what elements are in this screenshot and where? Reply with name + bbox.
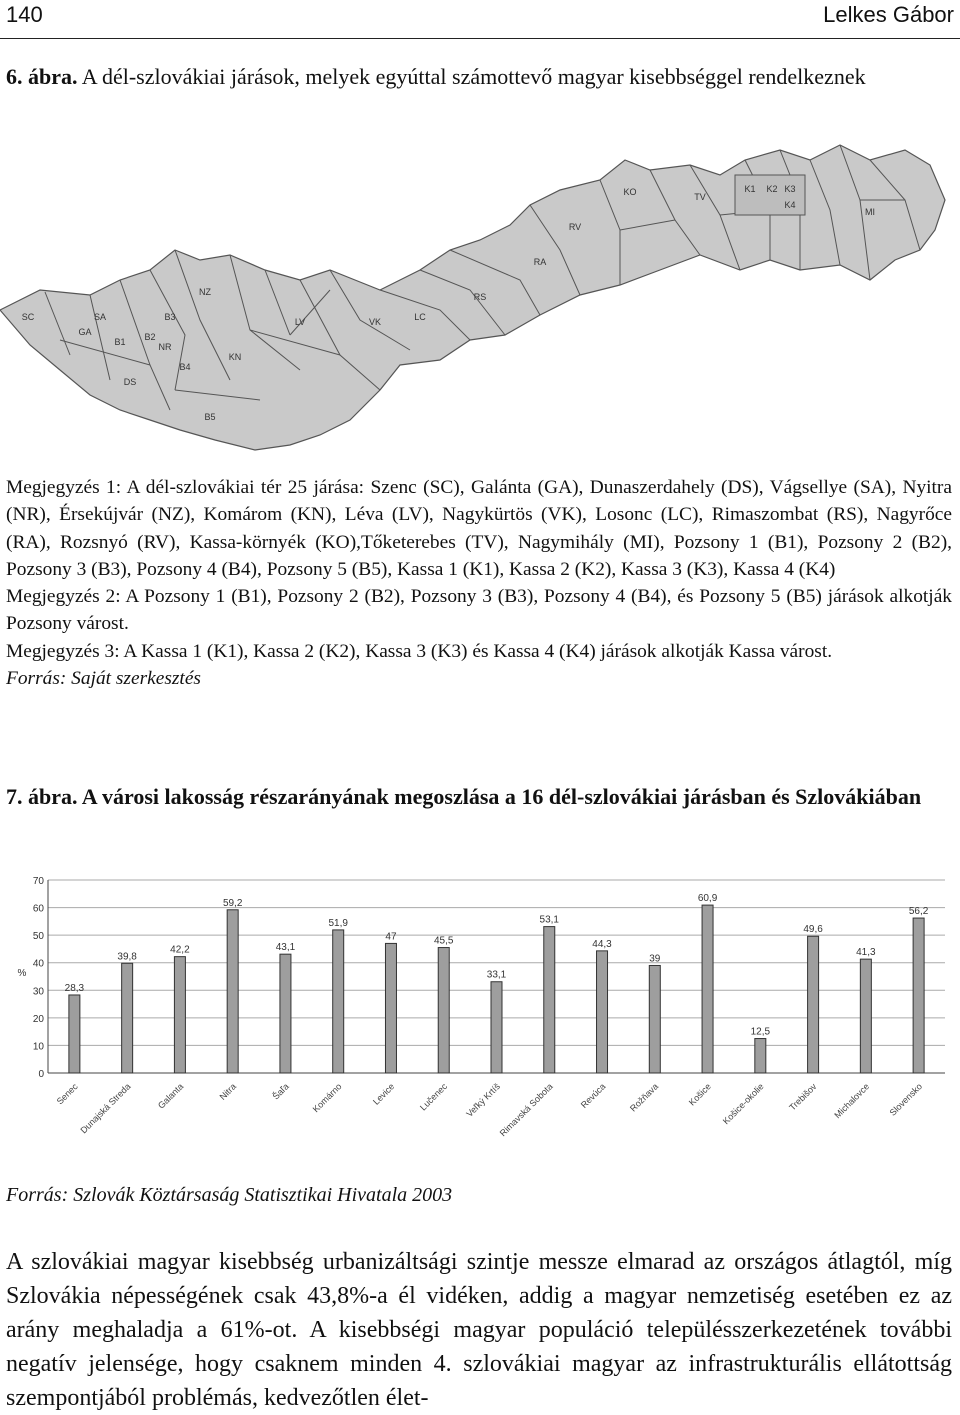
figure-7-title: A városi lakosság részarányának megoszlása a 16 dél-szlovákiai járásban és Szlovákiában [81,784,922,809]
map-district-label: RA [533,257,547,267]
x-category-label: Komárno [310,1081,344,1115]
x-category-label: Košice-okolie [720,1081,766,1127]
map-district-label: SC [21,312,35,322]
y-tick-label: 50 [32,931,44,943]
bar [227,910,238,1073]
note-3: Megjegyzés 3: A Kassa 1 (K1), Kassa 2 (K2), Kassa 3 (K3) és Kassa 4 (K4) járások alkotják Kassa várost. [6,640,833,662]
x-category-label: Revúca [578,1081,608,1110]
map-district-label: LC [414,312,426,322]
body-paragraph: A szlovákiai magyar kisebbség urbanizáltsági szintje messze elmarad az országos átlagtól, míg Szlovákia népességének csak 43,8%-a él vidéken, addig a magyar nemzetiség esetében ez az arány meghaladja a 61%-ot. A kisebbségi magyar populáció településszerkezetének további negatív jelensége, hogy csaknem minden 4. szlovákiai magyar az infrastrukturális ellátottság szempontjából problémás, kedvezőtlen élet- [6,1249,952,1411]
note-1: Megjegyzés 1: A dél-szlovákiai tér 25 járása: Szenc (SC), Galánta (GA), Dunaszerdahely (DS), Vágsellye (SA), Nyitra (NR), Érsekújvár (NZ), Komárom (KN), Léva (LV), Nagykürtös (VK), Losonc (LC), Rimaszombat (RS), Nagyrőce (RA), Rozsnyó (RV), Kassa-környék (KO),Tőketerebes (TV), Nagymihály (MI), Pozsony 1 (B1), Pozsony 2 (B2), Pozsony 3 (B3), Pozsony 4 (B4), Pozsony 5 (B5), Kassa 1 (K1), Kassa 2 (K2), Kassa 3 (K3), Kassa 4 (K4) [6,477,952,580]
map-district-label: VK [368,317,382,327]
map-district-label: DS [123,377,137,387]
y-tick-label: 40 [32,958,44,970]
figure-6-notes [6,474,952,692]
bar-data-label: 43,1 [275,942,296,954]
map-district-label: RV [568,222,582,232]
map-district-label: TV [694,192,706,202]
x-category-label: Rimavská Sobota [497,1081,555,1139]
map-district-label: NR [158,342,172,352]
chart-bars [69,905,924,1073]
map-district-label: B4 [179,362,191,372]
bar-data-label: 49,6 [803,924,823,936]
y-tick-label: 30 [32,986,44,998]
x-category-label: Šaľa [270,1081,291,1102]
x-category-label: Michalovce [832,1081,872,1121]
y-tick-label: 70 [32,876,44,887]
bar [122,963,133,1073]
bar-data-label: 47 [385,931,397,943]
y-tick-label: 10 [32,1041,44,1053]
chart-category-labels [55,1081,924,1138]
bar-data-label: 59,2 [222,897,243,909]
x-category-label: Levice [370,1081,397,1107]
figure-6-caption [6,62,952,92]
bar [544,927,555,1073]
map-district-label: KN [228,352,242,362]
map-district-label: K4 [784,200,796,210]
x-category-label: Galanta [155,1081,186,1111]
bar [649,965,660,1073]
bar-data-label: 51,9 [328,917,348,929]
bar-data-label: 60,9 [697,893,718,905]
bar [597,951,608,1073]
bar-data-label: 45,5 [434,935,454,947]
x-category-label: Lučenec [418,1081,450,1113]
x-category-label: Senec [54,1081,80,1107]
map-district-label: B5 [204,412,216,422]
x-category-label: Trebišov [787,1081,819,1113]
bar [333,930,344,1073]
urban-share-bar-chart [0,868,960,1178]
figure-7-source: Forrás: Szlovák Köztársaság Statisztikai Hivatala 2003 [6,1184,453,1206]
bar-data-label: 28,3 [64,982,85,994]
map-district-label: MI [865,207,875,217]
bar [438,948,449,1073]
chart-y-axis [18,876,945,1080]
bar-data-label: 41,3 [856,947,876,959]
bar [385,943,396,1073]
bar-data-label: 56,2 [908,906,929,918]
page-header [0,0,960,39]
bar-data-label: 12,5 [750,1026,771,1038]
y-tick-label: 20 [32,1013,44,1025]
map-district-label: B2 [144,332,156,342]
map-district-label: RS [473,292,487,302]
bar [702,905,713,1073]
map-district-label: K3 [784,184,796,194]
figure-6-title: A dél-szlovákiai járások, melyek egyúttal számottevő magyar kisebbséggel rendelkeznek [81,64,866,89]
x-category-label: Košice [686,1081,713,1108]
bar [913,918,924,1073]
figure-7-caption [6,782,952,812]
bar-data-label: 39,8 [117,951,137,963]
figure-6-source: Forrás: Saját szerkesztés [6,668,201,690]
map-district-label: KO [623,187,637,197]
map-district-label: B1 [114,337,126,347]
map-district-label: SA [93,312,107,322]
bar [280,954,291,1073]
map-district-label: K2 [766,184,778,194]
figure-7-number: 7. ábra. [6,784,78,809]
y-tick-label: 60 [32,903,44,915]
x-category-label: Slovensko [887,1081,925,1118]
note-2: Megjegyzés 2: A Pozsony 1 (B1), Pozsony 2 (B2), Pozsony 3 (B3), Pozsony 4 (B4), és Pozsony 5 (B5) járások alkotják Pozsony várost. [6,586,952,635]
district-map-shapes [0,145,945,450]
bar [69,995,80,1073]
x-category-label: Dunajská Streda [78,1081,133,1136]
bar-data-label: 33,1 [486,969,507,981]
map-district-label: LV [294,317,306,327]
map-district-label: NZ [199,287,211,297]
x-category-label: Nitra [217,1081,239,1102]
bar-data-label: 42,2 [170,944,190,956]
running-head-author: Lelkes Gábor [823,2,954,27]
map-district-label: B3 [164,312,176,322]
bar-data-label: 53,1 [539,914,559,926]
bar [808,936,819,1073]
bar [860,959,871,1073]
bar [755,1039,766,1073]
x-category-label: Veľký Krtíš [464,1081,502,1119]
figure-6-number: 6. ábra. [6,64,78,89]
bar-data-label: 44,3 [592,938,612,950]
bar [174,957,185,1073]
y-tick-label: 0 [38,1069,44,1080]
x-category-label: Rožňava [628,1081,661,1114]
bar-data-label: 39 [649,953,661,965]
y-axis-label: % [17,968,27,979]
page-number: 140 [6,2,43,27]
district-map [0,120,960,475]
map-district-label: GA [78,327,92,337]
map-district-label: K1 [744,184,756,194]
bar [491,982,502,1073]
